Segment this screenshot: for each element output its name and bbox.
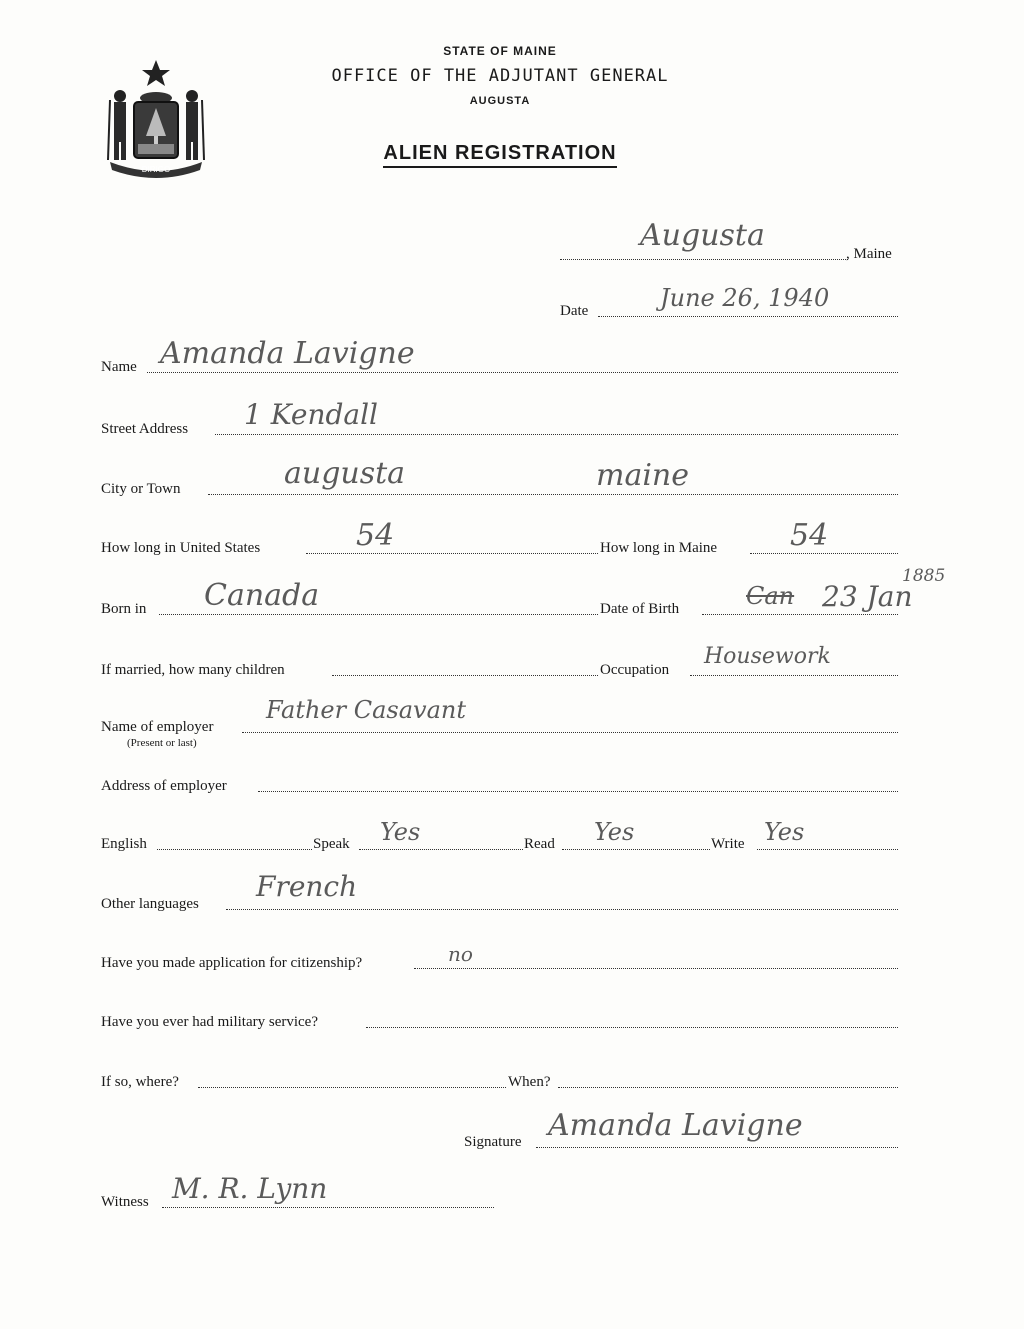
birth-year-value: 1885 (902, 566, 946, 586)
where-label: If so, where? (101, 1074, 179, 1090)
employer-label: Name of employer (101, 719, 214, 735)
english-line (157, 849, 312, 850)
born-in-label: Born in (101, 601, 147, 617)
other-languages-label: Other languages (101, 896, 199, 912)
how-long-us-value: 54 (356, 518, 395, 553)
occupation-value: Housework (704, 644, 831, 669)
write-label: Write (711, 836, 745, 852)
born-in-value: Canada (204, 578, 320, 613)
date-value: June 26, 1940 (660, 284, 830, 312)
speak-value: Yes (380, 818, 421, 846)
seal-motto: DIRIGO (141, 165, 171, 174)
date-of-birth-line (702, 614, 898, 615)
name-label: Name (101, 359, 137, 375)
other-languages-line (226, 909, 898, 910)
state-value: maine (596, 458, 690, 493)
signature-value: Amanda Lavigne (548, 1108, 803, 1143)
city-line (208, 494, 898, 495)
name-value: Amanda Lavigne (160, 336, 415, 371)
occupation-line (690, 675, 898, 676)
form-title (0, 142, 1000, 165)
witness-value: M. R. Lynn (172, 1172, 328, 1205)
state-heading: STATE OF MAINE (443, 44, 557, 58)
read-value: Yes (594, 818, 635, 846)
signature-line (536, 1147, 898, 1148)
citizenship-line (414, 968, 898, 969)
write-line (757, 849, 898, 850)
how-long-maine-label: How long in Maine (600, 540, 718, 556)
date-of-birth-struck: Can (746, 582, 795, 610)
citizenship-value: no (448, 942, 473, 966)
english-label: English (101, 836, 147, 852)
employer-line (242, 732, 898, 733)
how-long-us-label: How long in United States (101, 540, 261, 556)
witness-label: Witness (101, 1194, 149, 1210)
write-value: Yes (764, 818, 805, 846)
military-label: Have you ever had military service? (101, 1014, 318, 1030)
street-label: Street Address (101, 421, 189, 437)
witness-line (162, 1207, 494, 1208)
employer-address-line (258, 791, 898, 792)
name-line (147, 372, 898, 373)
born-in-line (159, 614, 598, 615)
office-heading: OFFICE OF THE ADJUTANT GENERAL (331, 66, 669, 86)
citizenship-label: Have you made application for citizenship? (101, 955, 363, 971)
city-heading: AUGUSTA (469, 95, 531, 107)
speak-label: Speak (313, 836, 350, 852)
place-line (560, 259, 848, 260)
how-long-us-line (306, 553, 598, 554)
date-label: Date (560, 303, 589, 319)
place-value: Augusta (640, 218, 765, 253)
other-languages-value: French (256, 870, 358, 903)
occupation-label: Occupation (600, 662, 670, 678)
how-long-maine-value: 54 (790, 518, 829, 553)
military-line (366, 1027, 898, 1028)
where-line (198, 1087, 506, 1088)
date-line (598, 316, 898, 317)
married-children-label: If married, how many children (101, 662, 285, 678)
employer-address-label: Address of employer (101, 778, 227, 794)
employer-value: Father Casavant (266, 696, 467, 724)
read-label: Read (524, 836, 555, 852)
form-title-text: ALIEN REGISTRATION (383, 142, 616, 168)
maine-label: , Maine (846, 246, 892, 262)
street-value: 1 Kendall (244, 398, 379, 431)
date-of-birth-label: Date of Birth (600, 601, 680, 617)
city-value: augusta (284, 456, 406, 491)
city-label: City or Town (101, 481, 181, 497)
date-of-birth-value: 23 Jan (822, 580, 913, 613)
when-label: When? (508, 1074, 551, 1090)
when-line (558, 1087, 898, 1088)
how-long-maine-line (750, 553, 898, 554)
married-children-line (332, 675, 598, 676)
signature-label: Signature (464, 1134, 522, 1150)
street-line (215, 434, 898, 435)
read-line (562, 849, 710, 850)
employer-note: (Present or last) (127, 737, 197, 749)
speak-line (359, 849, 523, 850)
